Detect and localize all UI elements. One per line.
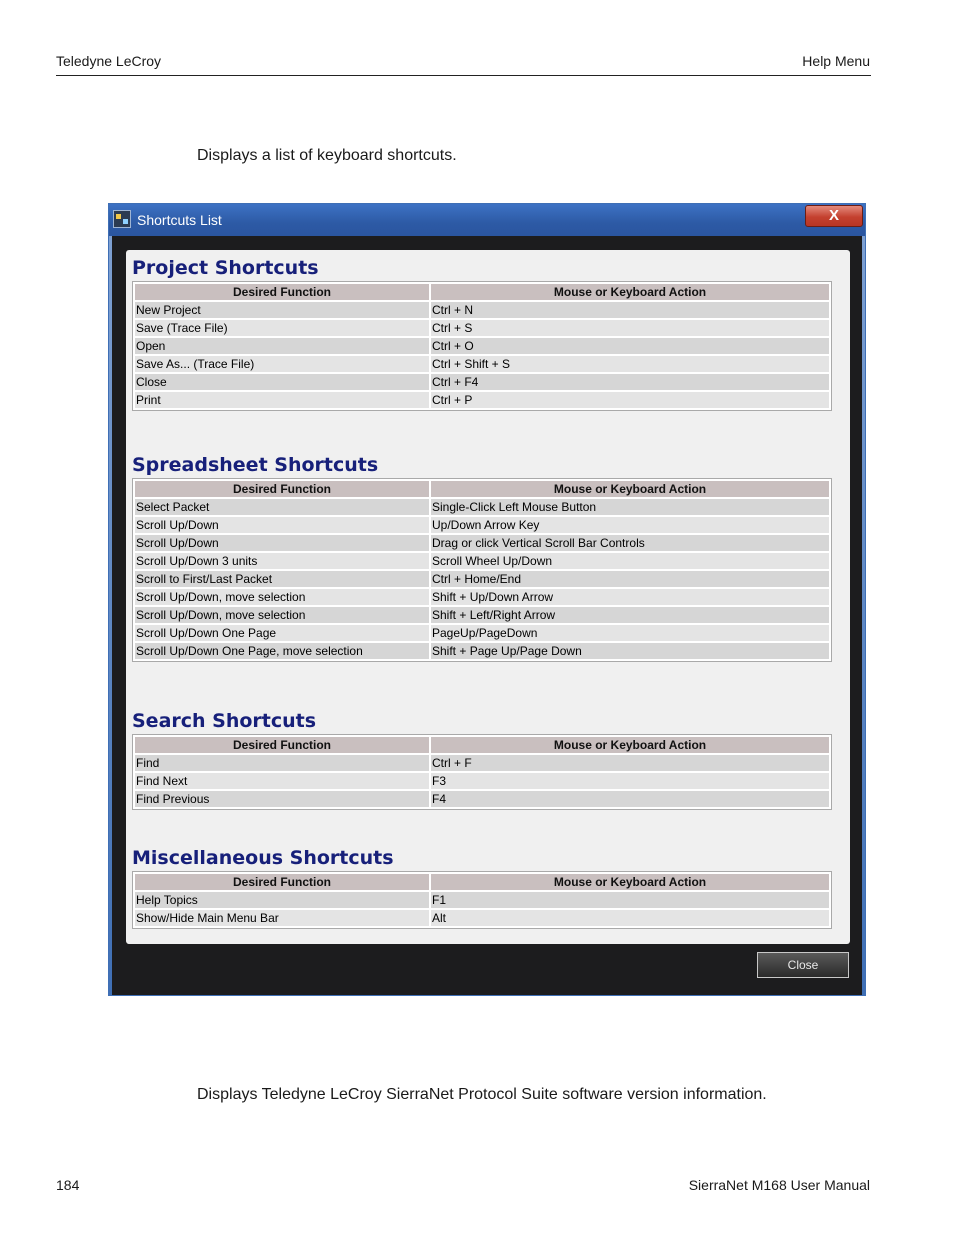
column-header: Mouse or Keyboard Action (431, 481, 829, 497)
table-row (135, 571, 829, 587)
table-cell: Drag or click Vertical Scroll Bar Controls (431, 535, 829, 551)
column-header: Desired Function (135, 874, 429, 890)
table-row (135, 517, 829, 533)
table-cell: Save As... (Trace File) (135, 356, 429, 372)
window-title: Shortcuts List (137, 212, 222, 228)
table-cell: Shift + Left/Right Arrow (431, 607, 829, 623)
header-section: Help Menu (802, 53, 870, 69)
table-cell: New Project (135, 302, 429, 318)
table-cell: Save (Trace File) (135, 320, 429, 336)
shortcuts-table (132, 871, 832, 929)
table-row (135, 374, 829, 390)
table-row (135, 910, 829, 926)
table-row (135, 773, 829, 789)
table-row (135, 535, 829, 551)
table-cell: Print (135, 392, 429, 408)
section-title: Spreadsheet Shortcuts (132, 454, 379, 476)
window-frame-left (109, 236, 112, 995)
table-cell: Scroll Up/Down, move selection (135, 607, 429, 623)
column-header: Mouse or Keyboard Action (431, 737, 829, 753)
window-frame-right (862, 236, 865, 995)
table-cell: Select Packet (135, 499, 429, 515)
spreadsheet-shortcuts-section (132, 454, 832, 662)
shortcuts-table (132, 281, 832, 411)
table-cell: Find Next (135, 773, 429, 789)
section-title: Search Shortcuts (132, 710, 317, 732)
window-titlebar[interactable] (109, 204, 865, 236)
table-cell: Scroll Up/Down One Page, move selection (135, 643, 429, 659)
table-row (135, 499, 829, 515)
table-cell: Scroll Up/Down 3 units (135, 553, 429, 569)
table-cell: Scroll Up/Down (135, 535, 429, 551)
table-row (135, 338, 829, 354)
header-divider (56, 75, 871, 76)
table-row (135, 302, 829, 318)
window-close-icon[interactable]: X (805, 205, 863, 227)
search-shortcuts-section (132, 710, 832, 810)
table-row (135, 755, 829, 771)
table-cell: Single-Click Left Mouse Button (431, 499, 829, 515)
table-cell: Open (135, 338, 429, 354)
table-cell: Scroll Up/Down, move selection (135, 589, 429, 605)
table-cell: Alt (431, 910, 829, 926)
section-title: Project Shortcuts (132, 257, 319, 279)
table-cell: Ctrl + F (431, 755, 829, 771)
intro-paragraph: Displays a list of keyboard shortcuts. (197, 147, 457, 164)
header-company: Teledyne LeCroy (56, 53, 162, 69)
shortcuts-table (132, 734, 832, 810)
column-header: Mouse or Keyboard Action (431, 874, 829, 890)
table-row (135, 553, 829, 569)
table-cell: Show/Hide Main Menu Bar (135, 910, 429, 926)
table-cell: Help Topics (135, 892, 429, 908)
column-header: Mouse or Keyboard Action (431, 284, 829, 300)
table-row (135, 791, 829, 807)
table-cell: Shift + Up/Down Arrow (431, 589, 829, 605)
table-cell: F4 (431, 791, 829, 807)
table-cell: F1 (431, 892, 829, 908)
app-icon (113, 210, 131, 228)
table-cell: F3 (431, 773, 829, 789)
project-shortcuts-section (132, 257, 832, 411)
manual-title: SierraNet M168 User Manual (688, 1177, 870, 1193)
table-cell: Ctrl + S (431, 320, 829, 336)
miscellaneous-shortcuts-section (132, 847, 832, 929)
shortcuts-table (132, 478, 832, 662)
table-cell: Ctrl + N (431, 302, 829, 318)
table-cell: Scroll to First/Last Packet (135, 571, 429, 587)
page-number: 184 (56, 1177, 80, 1193)
shortcuts-content-panel (126, 250, 850, 944)
table-cell: Scroll Wheel Up/Down (431, 553, 829, 569)
table-cell: Close (135, 374, 429, 390)
section-title: Miscellaneous Shortcuts (132, 847, 394, 869)
table-row (135, 892, 829, 908)
table-cell: Ctrl + F4 (431, 374, 829, 390)
table-row (135, 589, 829, 605)
table-cell: Ctrl + Shift + S (431, 356, 829, 372)
table-cell: Scroll Up/Down (135, 517, 429, 533)
table-cell: Up/Down Arrow Key (431, 517, 829, 533)
table-cell: Ctrl + O (431, 338, 829, 354)
table-cell: PageUp/PageDown (431, 625, 829, 641)
table-row (135, 643, 829, 659)
about-paragraph: Displays Teledyne LeCroy SierraNet Protocol Suite software version information. (197, 1086, 767, 1103)
table-cell: Ctrl + P (431, 392, 829, 408)
table-cell: Ctrl + Home/End (431, 571, 829, 587)
close-button[interactable]: Close (757, 952, 849, 978)
table-cell: Find Previous (135, 791, 429, 807)
table-cell: Scroll Up/Down One Page (135, 625, 429, 641)
shortcuts-list-window (108, 203, 866, 996)
column-header: Desired Function (135, 481, 429, 497)
table-row (135, 356, 829, 372)
table-row (135, 392, 829, 408)
column-header: Desired Function (135, 284, 429, 300)
table-cell: Shift + Page Up/Page Down (431, 643, 829, 659)
table-row (135, 320, 829, 336)
table-cell: Find (135, 755, 429, 771)
column-header: Desired Function (135, 737, 429, 753)
table-row (135, 607, 829, 623)
table-row (135, 625, 829, 641)
